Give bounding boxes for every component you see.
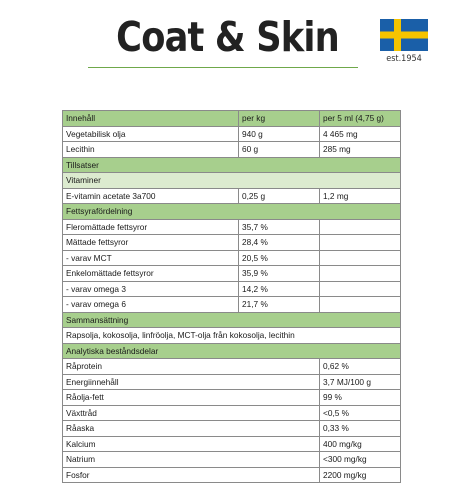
table-row (63, 297, 401, 313)
row-label: Lecithin (63, 142, 239, 158)
table-row (63, 359, 401, 375)
row-value: 2200 mg/kg (320, 467, 401, 483)
table-row (63, 374, 401, 390)
per-kg-value: 28,4 % (239, 235, 320, 251)
section-label: Vitaminer (63, 173, 401, 189)
per-kg-value: 0,25 g (239, 188, 320, 204)
table-row (63, 328, 401, 344)
per-5ml-value (320, 235, 401, 251)
per-5ml-value (320, 281, 401, 297)
per-kg-value: 14,2 % (239, 281, 320, 297)
section-header-row (63, 204, 401, 220)
per-kg-value: 21,7 % (239, 297, 320, 313)
swedish-flag-icon (380, 19, 428, 51)
per-5ml-value: 285 mg (320, 142, 401, 158)
table-row (63, 467, 401, 483)
per-5ml-value: 1,2 mg (320, 188, 401, 204)
row-value: <300 mg/kg (320, 452, 401, 468)
per-5ml-value (320, 250, 401, 266)
row-label: Mättade fettsyror (63, 235, 239, 251)
established-year: est.1954 (386, 54, 422, 64)
per-5ml-value (320, 219, 401, 235)
row-label: Råolja-fett (63, 390, 320, 406)
row-value: 0,33 % (320, 421, 401, 437)
page-title: Coat & Skin (116, 13, 339, 61)
row-value: 400 mg/kg (320, 436, 401, 452)
row-label: Fosfor (63, 467, 320, 483)
row-label: Vegetabilisk olja (63, 126, 239, 142)
row-label: E-vitamin acetate 3a700 (63, 188, 239, 204)
table-row (63, 219, 401, 235)
per-kg-value: 35,9 % (239, 266, 320, 282)
table-row (63, 281, 401, 297)
table-row (63, 390, 401, 406)
per-5ml-value (320, 266, 401, 282)
row-label: - varav omega 6 (63, 297, 239, 313)
title-underline (88, 67, 358, 68)
row-label: Råaska (63, 421, 320, 437)
section-label: Sammansättning (63, 312, 401, 328)
per-5ml-value (320, 297, 401, 313)
table-row (63, 188, 401, 204)
table-row (63, 436, 401, 452)
table-row (63, 405, 401, 421)
table-row (63, 235, 401, 251)
per-kg-value: 940 g (239, 126, 320, 142)
section-label: Fettsyrafördelning (63, 204, 401, 220)
row-label: Fleromättade fettsyror (63, 219, 239, 235)
table-header-row (63, 111, 401, 127)
column-header-per-5ml: per 5 ml (4,75 g) (320, 111, 401, 127)
composition-text: Rapsolja, kokosolja, linfröolja, MCT-olja från kokosolja, lecithin (63, 328, 401, 344)
table-row (63, 266, 401, 282)
per-kg-value: 35,7 % (239, 219, 320, 235)
subsection-header-row (63, 173, 401, 189)
row-label: Natrium (63, 452, 320, 468)
row-label: Enkelomättade fettsyror (63, 266, 239, 282)
table-row (63, 421, 401, 437)
row-label: - varav MCT (63, 250, 239, 266)
section-header-row (63, 343, 401, 359)
row-value: 0,62 % (320, 359, 401, 375)
row-value: 99 % (320, 390, 401, 406)
section-label: Analytiska beståndsdelar (63, 343, 401, 359)
row-label: Råprotein (63, 359, 320, 375)
row-value: 3,7 MJ/100 g (320, 374, 401, 390)
column-header-per-kg: per kg (239, 111, 320, 127)
row-value: <0,5 % (320, 405, 401, 421)
row-label: Växttråd (63, 405, 320, 421)
section-header-row (63, 312, 401, 328)
per-kg-value: 60 g (239, 142, 320, 158)
section-label: Tillsatser (63, 157, 401, 173)
flag-cross-horizontal (380, 32, 428, 39)
table-row (63, 142, 401, 158)
per-5ml-value: 4 465 mg (320, 126, 401, 142)
section-header-row (63, 157, 401, 173)
row-label: Energiinnehåll (63, 374, 320, 390)
column-header-content: Innehåll (63, 111, 239, 127)
table-row (63, 250, 401, 266)
table-row (63, 126, 401, 142)
row-label: Kalcium (63, 436, 320, 452)
per-kg-value: 20,5 % (239, 250, 320, 266)
row-label: - varav omega 3 (63, 281, 239, 297)
table-row (63, 452, 401, 468)
nutrition-table (62, 110, 401, 483)
